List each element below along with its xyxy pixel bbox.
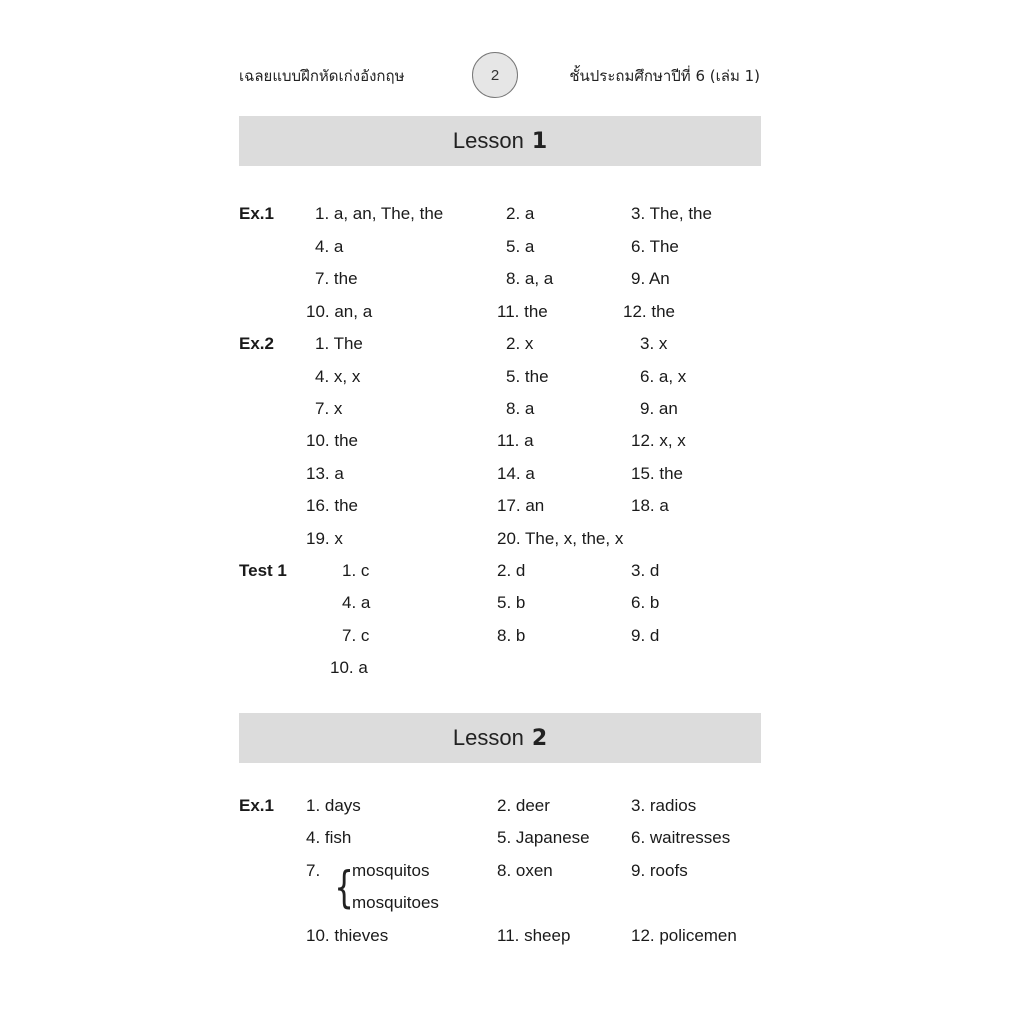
l2-ex1-answer: 10. thieves (306, 926, 389, 945)
test1-answer: 8. b (497, 626, 526, 645)
brace-icon: { (334, 862, 354, 913)
l2-ex1-answer: 3. radios (631, 796, 697, 815)
lesson-1-heading (239, 116, 761, 166)
l2-ex1-option: mosquitoes (352, 893, 439, 912)
header-book-title: เฉลยแบบฝึกหัดเก่งอังกฤษ (239, 67, 405, 85)
ex1-answer: 12. the (623, 302, 675, 321)
ex1-label: Ex.1 (239, 204, 274, 223)
ex2-answer: 20. The, x, the, x (497, 529, 624, 548)
l2-ex1-option: mosquitos (352, 861, 430, 880)
test1-answer: 5. b (497, 593, 526, 612)
lesson-2-title: Lesson (452, 725, 524, 750)
ex1-answer: 3. The, the (631, 204, 712, 223)
ex1-answer: 5. a (506, 237, 535, 256)
ex2-answer: 9. an (640, 399, 678, 418)
lesson-1-title: Lesson (452, 128, 524, 153)
ex2-answer: 8. a (506, 399, 535, 418)
lesson-1-number: 1 (531, 128, 548, 154)
test1-answer: 10. a (330, 658, 368, 677)
ex2-answer: 15. the (631, 464, 683, 483)
ex2-answer: 19. x (306, 529, 343, 548)
l2-ex1-answer: 1. days (306, 796, 361, 815)
ex2-answer: 11. a (497, 431, 534, 450)
ex1-answer: 7. the (315, 269, 358, 288)
ex1-answer: 6. The (631, 237, 679, 256)
test1-answer: 6. b (631, 593, 660, 612)
ex2-label: Ex.2 (239, 334, 274, 353)
ex1-answer: 2. a (506, 204, 535, 223)
ex2-answer: 10. the (306, 431, 358, 450)
l2-ex1-answer: 4. fish (306, 828, 352, 847)
test1-answer: 2. d (497, 561, 526, 580)
ex2-answer: 2. x (506, 334, 534, 353)
test1-answer: 3. d (631, 561, 660, 580)
page-number: 2 (472, 52, 518, 98)
lesson-2-number: 2 (531, 725, 548, 751)
l2-ex1-answer: 8. oxen (497, 861, 553, 880)
l2-ex1-answer: 7. (306, 861, 321, 880)
ex2-answer: 3. x (640, 334, 668, 353)
ex2-answer: 12. x, x (631, 431, 686, 450)
lesson-2-heading (239, 713, 761, 763)
test1-answer: 1. c (342, 561, 370, 580)
l2-ex1-answer: 9. roofs (631, 861, 688, 880)
ex1-answer: 8. a, a (506, 269, 554, 288)
ex1-answer: 11. the (497, 302, 548, 321)
l2-ex1-answer: 2. deer (497, 796, 550, 815)
ex2-answer: 1. The (315, 334, 363, 353)
ex2-answer: 14. a (497, 464, 535, 483)
ex2-answer: 16. the (306, 496, 358, 515)
l2-ex1-answer: 5. Japanese (497, 828, 590, 847)
header-grade-volume: ชั้นประถมศึกษาปีที่ 6 (เล่ม 1) (569, 67, 760, 85)
test1-answer: 7. c (342, 626, 370, 645)
ex1-answer: 9. An (631, 269, 670, 288)
ex1-answer: 4. a (315, 237, 344, 256)
l2-ex1-answer: 12. policemen (631, 926, 737, 945)
l2-ex1-label: Ex.1 (239, 796, 274, 815)
ex2-answer: 4. x, x (315, 367, 361, 386)
ex2-answer: 17. an (497, 496, 545, 515)
ex1-answer: 10. an, a (306, 302, 373, 321)
ex2-answer: 13. a (306, 464, 344, 483)
ex2-answer: 7. x (315, 399, 343, 418)
ex1-answer: 1. a, an, The, the (315, 204, 444, 223)
test1-answer: 4. a (342, 593, 371, 612)
test1-answer: 9. d (631, 626, 660, 645)
ex2-answer: 18. a (631, 496, 669, 515)
test1-label: Test 1 (239, 561, 287, 580)
ex2-answer: 6. a, x (640, 367, 687, 386)
ex2-answer: 5. the (506, 367, 549, 386)
l2-ex1-answer: 6. waitresses (631, 828, 731, 847)
l2-ex1-answer: 11. sheep (497, 926, 571, 945)
